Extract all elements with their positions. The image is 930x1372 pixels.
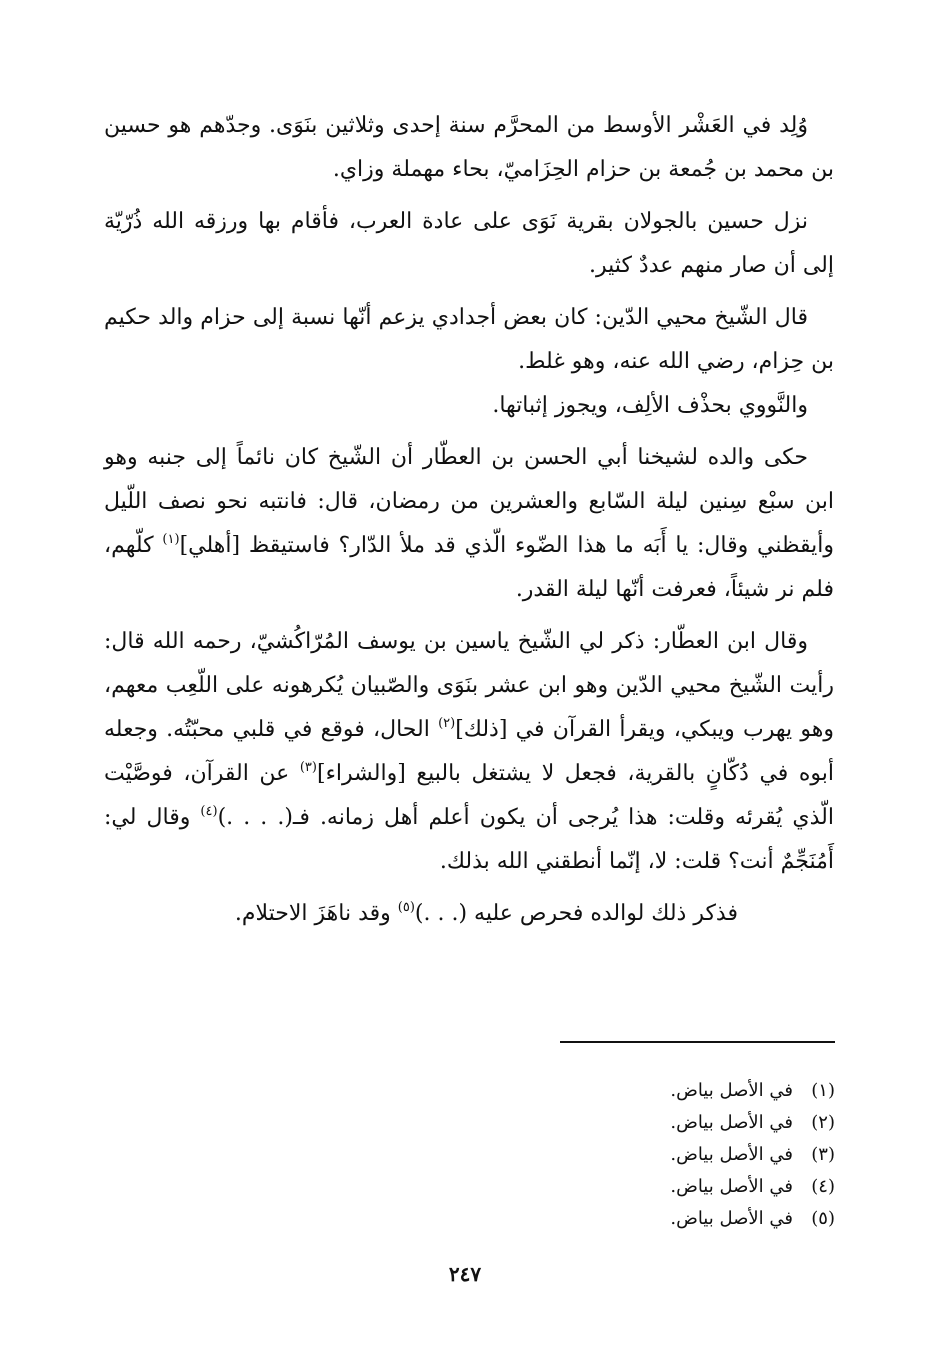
footnote-number: (١) xyxy=(811,1080,835,1101)
footnote-text: في الأصل بياض. xyxy=(670,1144,793,1165)
footnote-3 xyxy=(560,1139,835,1171)
footnote-ref-1[interactable]: (١) xyxy=(162,532,180,547)
footnote-number: (٢) xyxy=(811,1112,835,1133)
paragraph-childhood-text-c: عن القرآن، فوصَّيْت الّذي يُقرئه وقلت: هذا يُرجى أن يكون أعلم أهل زمانه. فـ(. . . .) xyxy=(104,761,834,830)
paragraph-childhood-text-d: وقال لي: أَمُنَجِّمٌ أنت؟ قلت: لا، إنّما أنطقني الله بذلك. xyxy=(104,805,834,874)
footnote-number: (٣) xyxy=(811,1144,835,1165)
paragraph-night-text-a: حكى والده لشيخنا أبي الحسن بن العطّار أن الشّيخ كان نائماً إلى جنبه وهو ابن سبْع سِنين ليلة السّابع والعشرين من رمضان، قال: فانتبه نحو نصف اللّيل وأيقظني وقال: يا أَبَه ما هذا الضّوء الّذي قد ملأ الدّار؟ فاستيقظ [أهلي] xyxy=(104,445,835,558)
paragraph-childhood-text-b: الحال، فوقع في قلبي محبّتُه. وجعله أبوه في دُكّانٍ بالقرية، فجعل لا يشتغل بالبيع [والشراء] xyxy=(104,717,835,786)
footnote-1 xyxy=(560,1075,835,1107)
footnote-text: في الأصل بياض. xyxy=(670,1080,793,1101)
footnote-number: (٤) xyxy=(811,1176,835,1197)
footnote-ref-4[interactable]: (٤) xyxy=(200,804,218,819)
page-number: ٢٤٧ xyxy=(448,1262,482,1286)
paragraph-birth: وُلِد في العَشْر الأوسط من المحرَّم سنة إحدى وثلاثين بنَوَى. وجدّهم هو حسين بن محمد بن جُمعة بن حزام الحِزَاميّ، بحاء مهملة وزاي. xyxy=(104,113,834,182)
paragraph-childhood xyxy=(104,620,834,884)
paragraph-father xyxy=(104,892,834,936)
footnote-text: في الأصل بياض. xyxy=(670,1176,793,1197)
footnote-ref-3[interactable]: (٣) xyxy=(299,760,317,775)
footnote-ref-5[interactable]: (٥) xyxy=(397,900,415,915)
footnotes-list xyxy=(560,1075,835,1235)
paragraph-night-text-b: كلّهم، فلم نر شيئاً، فعرفت أنّها ليلة القدر. xyxy=(104,533,834,602)
paragraph-father-text-a: فذكر ذلك لوالده فحرص عليه (. . .) xyxy=(414,901,738,926)
footnote-text: في الأصل بياض. xyxy=(670,1112,793,1133)
paragraph-night-of-power xyxy=(104,436,834,612)
footnote-number: (٥) xyxy=(811,1208,835,1229)
footnote-5 xyxy=(560,1203,835,1235)
footnote-divider xyxy=(560,1041,835,1043)
footnote-text: في الأصل بياض. xyxy=(670,1208,793,1229)
paragraph-settlement: نزل حسين بالجولان بقرية نَوَى على عادة العرب، فأقام بها ورزقه الله ذُرّيّة إلى أن صار منهم عددٌ كثير. xyxy=(104,209,834,278)
paragraph-nawawi-spelling: والنَّووي بحذْف الألِف، ويجوز إثباتها. xyxy=(492,393,808,418)
footnote-2 xyxy=(560,1107,835,1139)
main-text xyxy=(104,104,834,944)
paragraph-lineage-text: قال الشّيخ محيي الدّين: كان بعض أجدادي يزعم أنّها نسبة إلى حزام والد حكيم بن حِزام، رضي الله عنه، وهو غلط. xyxy=(104,305,834,374)
footnote-ref-2[interactable]: (٢) xyxy=(438,716,456,731)
footnote-4 xyxy=(560,1171,835,1203)
paragraph-lineage xyxy=(104,296,834,384)
paragraph-father-text-b: وقد ناهَزَ الاحتلام. xyxy=(234,901,398,926)
paragraph-childhood-text-a: وقال ابن العطّار: ذكر لي الشّيخ ياسين بن يوسف المُرّاكُشيّ، رحمه الله قال: رأيت الشّيخ محيي الدّين وهو ابن عشر بنَوَى والصّبيان يُكرهونه على اللّعِب معهم، وهو يهرب ويبكي، ويقرأ القرآن في [ذلك] xyxy=(104,629,834,742)
